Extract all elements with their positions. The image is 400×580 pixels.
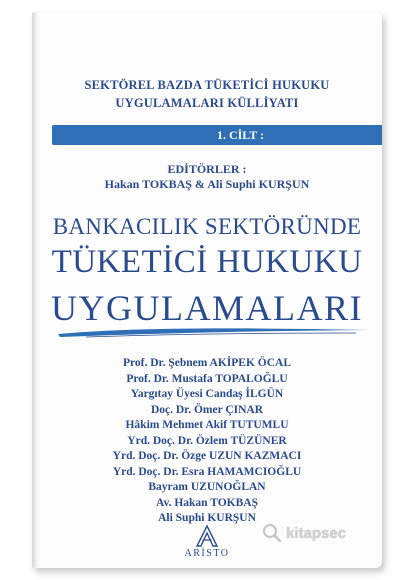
- magnifier-icon: [262, 523, 282, 543]
- watermark: [262, 523, 346, 543]
- editors-names: Hakan TOKBAŞ & Ali Suphi KURŞUN: [104, 177, 310, 191]
- author-line: Yrd. Doç. Dr. Özlem TÜZÜNER: [127, 434, 287, 447]
- series-line-1: SEKTÖREL BAZDA TÜKETİCİ HUKUKU: [84, 78, 330, 92]
- author-line: Hâkim Mehmet Akif TUTUMLU: [125, 419, 289, 431]
- author-line: Doç. Dr. Ömer ÇINAR: [150, 403, 264, 416]
- editors-heading: EDİTÖRLER :: [167, 162, 247, 176]
- title-line-2: TÜKETİCİ HUKUKU: [51, 244, 363, 280]
- title-line-1: BANKACILIK SEKTÖRÜNDE: [52, 214, 362, 239]
- book-cover: [32, 12, 382, 568]
- authors-list: [32, 356, 382, 527]
- volume-band: [52, 125, 382, 145]
- aristo-a-icon: [194, 524, 220, 548]
- author-line: Ali Suphi KURŞUN: [158, 512, 256, 524]
- author-line: Yargıtay Üyesi Candaş İLGÜN: [130, 388, 284, 400]
- author-line: Prof. Dr. Mustafa TOPALOĞLU: [126, 372, 288, 385]
- volume-label: 1. CİLT :: [216, 128, 264, 142]
- series-line-2: UYGULAMALARI KÜLLİYATI: [115, 96, 299, 110]
- author-line: Bayram UZUNOĞLAN: [148, 481, 266, 493]
- series-title: [32, 76, 382, 112]
- author-line: Av. Hakan TOKBAŞ: [156, 496, 258, 509]
- editors-block: [32, 162, 382, 192]
- author-line: Yrd. Doç. Dr. Özge UZUN KAZMACI: [112, 450, 302, 462]
- author-line: Prof. Dr. Şebnem AKİPEK ÖCAL: [122, 357, 292, 369]
- watermark-text: kitapsec: [286, 524, 347, 542]
- title-line-3: UYGULAMALARI: [51, 288, 363, 328]
- publisher-name: ARİSTO: [184, 548, 230, 559]
- author-line: Yrd. Doç. Dr. Esra HAMAMCIOĞLU: [112, 465, 302, 478]
- title-underline-swoosh: [56, 325, 372, 339]
